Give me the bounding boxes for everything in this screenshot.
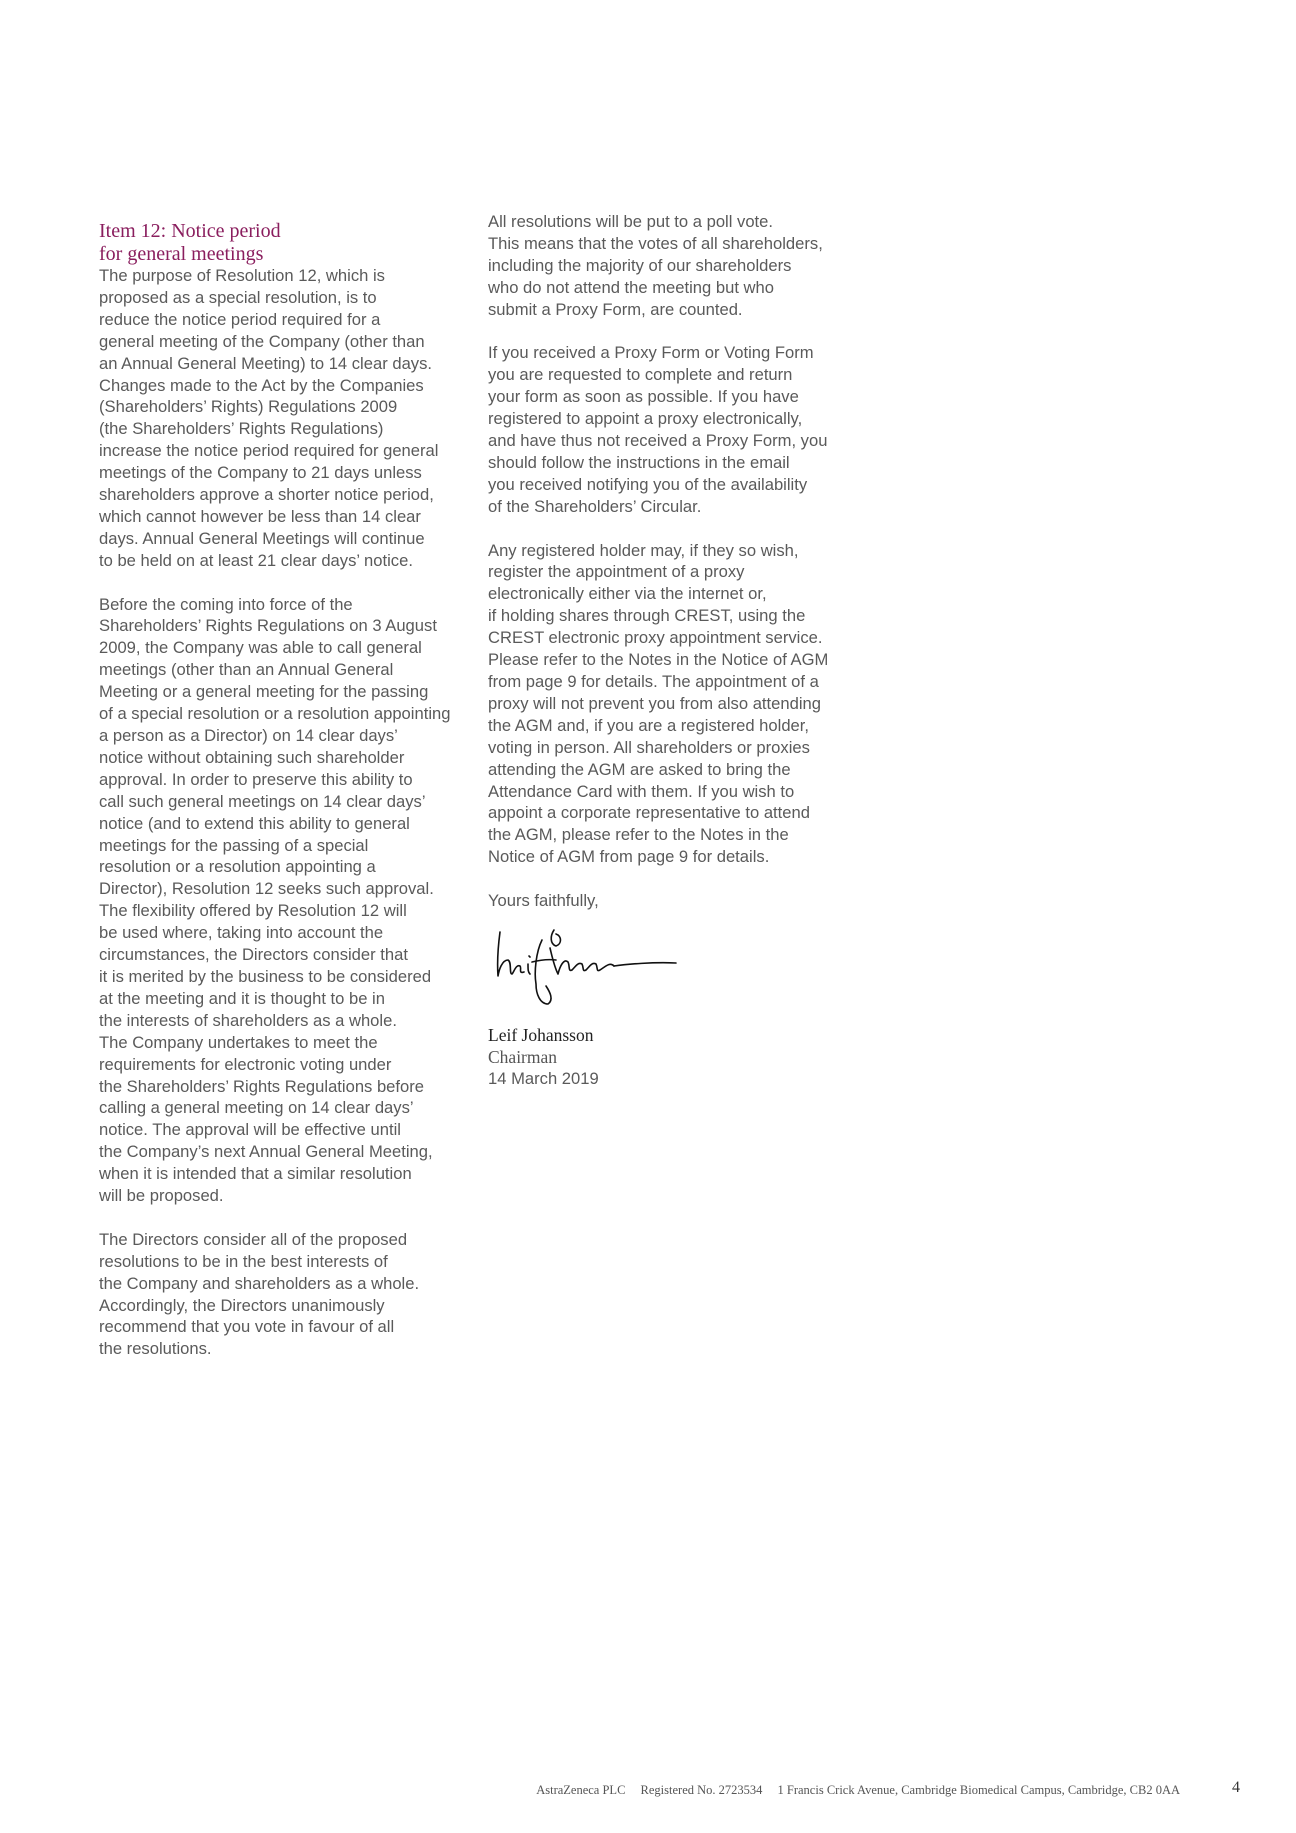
- signer-name: Leif Johansson: [488, 1024, 594, 1045]
- text-line: All resolutions will be put to a poll vote.: [488, 212, 774, 231]
- paragraph-regulations-history: [99, 594, 471, 1207]
- text-line: calling a general meeting on 14 clear days’: [99, 1098, 414, 1118]
- heading-line: Item 12: Notice period: [99, 220, 281, 242]
- text-line: voting in person. All shareholders or proxies: [488, 737, 810, 757]
- letter-date: 14 March 2019: [488, 1068, 599, 1088]
- text-line: your form as soon as possible. If you have: [488, 387, 799, 407]
- text-line: Director), Resolution 12 seeks such approval.: [99, 879, 434, 899]
- paragraph-directors-recommendation: [99, 1229, 471, 1360]
- text-line: call such general meetings on 14 clear days’: [99, 791, 426, 811]
- paragraph-proxy-form: [488, 342, 860, 517]
- text-line: be used where, taking into account the: [99, 923, 384, 943]
- text-line: the interests of shareholders as a whole.: [99, 1010, 397, 1030]
- text-line: notice. The approval will be effective until: [99, 1120, 401, 1140]
- text-line: the Shareholders’ Rights Regulations before: [99, 1076, 425, 1096]
- text-line: the AGM and, if you are a registered holder,: [488, 715, 810, 735]
- text-line: requirements for electronic voting under: [99, 1054, 392, 1074]
- text-line: If you received a Proxy Form or Voting Form: [488, 343, 814, 363]
- text-line: meetings of the Company to 21 days unless: [99, 463, 422, 483]
- right-column: [488, 211, 860, 1090]
- text-line: (the Shareholders’ Rights Regulations): [99, 419, 384, 439]
- section-heading: [99, 220, 471, 265]
- text-line: at the meeting and it is thought to be in: [99, 988, 385, 1008]
- text-line: The purpose of Resolution 12, which is: [99, 266, 385, 285]
- text-line: recommend that you vote in favour of all: [99, 1317, 395, 1337]
- text-line: notice without obtaining such shareholder: [99, 747, 405, 767]
- text-line: Shareholders’ Rights Regulations on 3 August: [99, 616, 437, 636]
- text-line: Notice of AGM from page 9 for details.: [488, 847, 770, 867]
- text-line: circumstances, the Directors consider that: [99, 945, 408, 965]
- text-line: Please refer to the Notes in the Notice of AGM: [488, 650, 829, 670]
- text-line: shareholders approve a shorter notice period,: [99, 485, 434, 505]
- text-line: appoint a corporate representative to attend: [488, 803, 810, 823]
- text-line: Attendance Card with them. If you wish to: [488, 781, 795, 801]
- text-line: proposed as a special resolution, is to: [99, 287, 377, 307]
- paragraph-resolution-purpose: [99, 265, 471, 572]
- text-line: Any registered holder may, if they so wish,: [488, 540, 799, 560]
- text-line: when it is intended that a similar resolution: [99, 1164, 412, 1184]
- text-line: will be proposed.: [99, 1186, 224, 1206]
- page-footer: [536, 1783, 1180, 1798]
- text-line: including the majority of our shareholders: [488, 255, 792, 275]
- text-line: meetings (other than an Annual General: [99, 660, 394, 680]
- text-line: of a special resolution or a resolution appointing: [99, 704, 451, 724]
- text-line: a person as a Director) on 14 clear days’: [99, 726, 398, 746]
- text-line: you received notifying you of the availability: [488, 474, 808, 494]
- text-line: approval. In order to preserve this ability to: [99, 769, 413, 789]
- text-line: Before the coming into force of the: [99, 594, 353, 614]
- text-line: 2009, the Company was able to call general: [99, 638, 422, 658]
- text-line: submit a Proxy Form, are counted.: [488, 299, 743, 319]
- text-line: to be held on at least 21 clear days’ notice.: [99, 550, 413, 570]
- text-line: The Directors consider all of the proposed: [99, 1229, 408, 1249]
- text-line: who do not attend the meeting but who: [488, 277, 774, 297]
- text-line: which cannot however be less than 14 clear: [99, 506, 421, 526]
- text-line: The flexibility offered by Resolution 12 will: [99, 901, 407, 921]
- text-line: The Company undertakes to meet the: [99, 1032, 378, 1052]
- closing-salutation: Yours faithfully,: [488, 891, 599, 911]
- text-line: if holding shares through CREST, using the: [488, 606, 806, 626]
- text-line: general meeting of the Company (other than: [99, 331, 425, 351]
- paragraph-electronic-proxy: [488, 540, 860, 869]
- text-line: the Company and shareholders as a whole.: [99, 1273, 420, 1293]
- page-number: 4: [1232, 1779, 1240, 1796]
- footer-company: AstraZeneca PLC: [536, 1783, 626, 1797]
- text-line: you are requested to complete and return: [488, 365, 793, 385]
- text-line: from page 9 for details. The appointment of a: [488, 672, 819, 691]
- handwritten-signature: [488, 922, 688, 1010]
- text-line: the resolutions.: [99, 1339, 212, 1359]
- text-line: (Shareholders’ Rights) Regulations 2009: [99, 397, 398, 417]
- text-line: the AGM, please refer to the Notes in the: [488, 825, 789, 845]
- left-column: [99, 220, 471, 1360]
- footer-address: 1 Francis Crick Avenue, Cambridge Biomedical Campus, Cambridge, CB2 0AA: [777, 1783, 1180, 1797]
- signer-title: Chairman: [488, 1046, 558, 1067]
- text-line: CREST electronic proxy appointment service.: [488, 628, 823, 648]
- text-line: resolutions to be in the best interests of: [99, 1251, 388, 1271]
- heading-line: for general meetings: [99, 242, 264, 265]
- text-line: Accordingly, the Directors unanimously: [99, 1295, 385, 1315]
- text-line: an Annual General Meeting) to 14 clear days.: [99, 353, 433, 373]
- text-line: Meeting or a general meeting for the passing: [99, 682, 429, 702]
- text-line: days. Annual General Meetings will continue: [99, 528, 425, 548]
- text-line: proxy will not prevent you from also attending: [488, 693, 821, 713]
- text-line: the Company’s next Annual General Meeting,: [99, 1142, 433, 1162]
- text-line: increase the notice period required for general: [99, 441, 439, 461]
- text-line: attending the AGM are asked to bring the: [488, 759, 791, 779]
- text-line: it is merited by the business to be considered: [99, 966, 432, 986]
- text-line: and have thus not received a Proxy Form, you: [488, 431, 828, 451]
- text-line: resolution or a resolution appointing a: [99, 857, 376, 877]
- text-line: of the Shareholders’ Circular.: [488, 496, 702, 516]
- text-line: notice (and to extend this ability to general: [99, 813, 410, 833]
- text-line: electronically either via the internet or,: [488, 584, 767, 604]
- text-line: meetings for the passing of a special: [99, 835, 369, 855]
- text-line: This means that the votes of all shareholders,: [488, 233, 823, 253]
- text-line: register the appointment of a proxy: [488, 562, 745, 582]
- text-line: should follow the instructions in the email: [488, 452, 790, 472]
- text-line: reduce the notice period required for a: [99, 309, 381, 329]
- text-line: registered to appoint a proxy electronically,: [488, 409, 803, 429]
- paragraph-poll-vote: [488, 211, 860, 321]
- footer-registered-number: Registered No. 2723534: [640, 1783, 763, 1797]
- text-line: Changes made to the Act by the Companies: [99, 375, 424, 395]
